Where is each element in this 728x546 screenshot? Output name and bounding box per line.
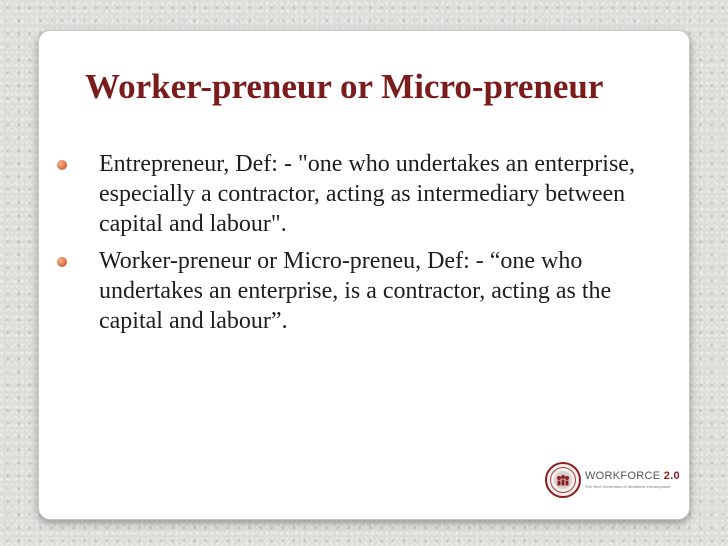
logo-name: WORKFORCE: [585, 470, 661, 482]
workforce-logo: [545, 462, 679, 502]
bullet-item: [57, 246, 667, 336]
bullet-text: Worker-preneur or Micro-preneu, Def: - “one who undertakes an enterprise, is a contractor, acting as the capital and labour”.: [99, 248, 612, 334]
seal-emblem-icon: [545, 462, 581, 498]
bullet-list: [57, 149, 667, 343]
bullet-item: [57, 149, 667, 239]
slide-title: Worker-preneur or Micro-preneur: [85, 67, 604, 106]
logo-version: 2.0: [663, 470, 680, 482]
logo-tagline: The Next Generation of Workforce Development: [585, 484, 671, 489]
bullet-dot-icon: [57, 257, 67, 267]
logo-wordmark: [585, 470, 680, 482]
bullet-text: Entrepreneur, Def: - "one who undertakes an enterprise, especially a contractor, acting as intermediary between capital and labour".: [99, 151, 635, 237]
slide-card: [38, 30, 690, 520]
bullet-dot-icon: [57, 160, 67, 170]
